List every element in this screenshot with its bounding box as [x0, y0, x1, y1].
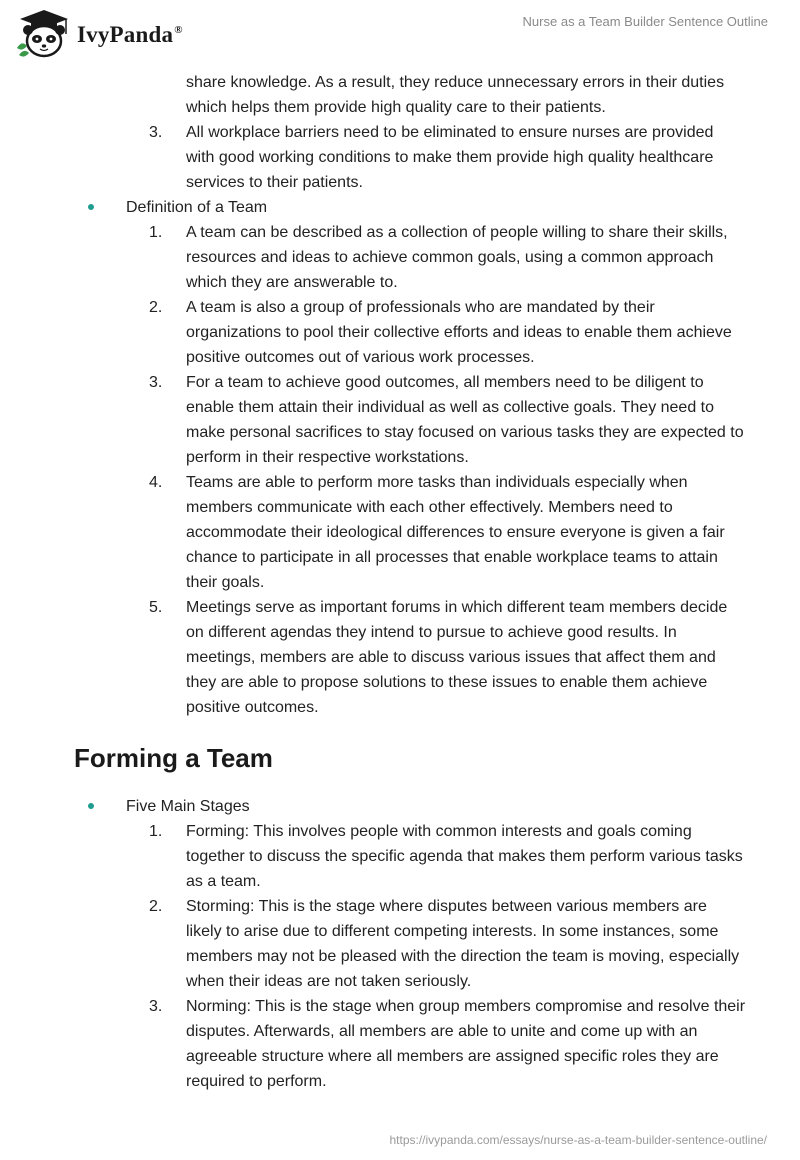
page-header: [0, 0, 800, 64]
list-item-text: Storming: This is the stage where disputes between various members are likely to arise due to different competing interests. In some instances, some members may not be pleased with the direction the team is moving, especially when their ideas are not taken seriously.: [186, 898, 740, 990]
list-item-text: Teams are able to perform more tasks than individuals especially when members communicate with each other effectively. Members need to accommodate their ideological differences to ensure everyone is given a fair chance to participate in all processes that enable workplace teams to attain their goals.: [186, 474, 725, 591]
list-item: [149, 595, 746, 720]
list-item-text: For a team to achieve good outcomes, all members need to be diligent to enable them attain their individual as well as collective goals. They need to make personal sacrifices to stay focused on various tasks they are expected to perform in their respective workstations.: [186, 374, 744, 466]
list-item-text: All workplace barriers need to be eliminated to ensure nurses are provided with good working conditions to make them provide high quality healthcare services to their patients.: [186, 124, 714, 191]
list-number: 1.: [149, 224, 163, 241]
bullet-label: Five Main Stages: [126, 798, 250, 815]
section-heading: Forming a Team: [74, 743, 273, 773]
bullet-five-main-stages: [126, 794, 726, 819]
list-number: 2.: [149, 299, 163, 316]
list-item: [149, 470, 746, 595]
document-body: [0, 70, 800, 1094]
list-number: 1.: [149, 823, 163, 840]
brand-logo[interactable]: [14, 8, 183, 58]
list-item: [149, 994, 746, 1094]
continued-paragraph: share knowledge. As a result, they reduce unnecessary errors in their duties which helps them provide high quality care to their patients.: [186, 74, 725, 116]
list-item-text: Norming: This is the stage when group members compromise and resolve their disputes. Afterwards, all members are able to unite and come up with an agreeable structure where all members are assigned specific roles they are required to perform.: [186, 998, 746, 1090]
list-item: [149, 370, 746, 470]
source-url-link[interactable]: https://ivypanda.com/essays/nurse-as-a-team-builder-sentence-outline/: [389, 1133, 767, 1147]
list-number: 4.: [149, 474, 163, 491]
list-item: [149, 220, 746, 295]
list-number: 2.: [149, 898, 163, 915]
bullet-dot-icon: [88, 803, 94, 809]
list-item-text: A team is also a group of professionals who are mandated by their organizations to pool their collective efforts and ideas to enable them achieve positive outcomes out of various work processes.: [186, 299, 732, 366]
list-item: [149, 819, 746, 894]
bullet-label: Definition of a Team: [126, 199, 268, 216]
list-number: 3.: [149, 124, 163, 141]
bullet-dot-icon: [88, 204, 94, 210]
bullet-definition-of-team: [126, 195, 726, 220]
list-item: [149, 120, 746, 195]
list-item-text: Meetings serve as important forums in which different team members decide on different agendas they intend to pursue to achieve good results. In meetings, members are able to discuss various issues that affect them and they are able to propose solutions to these issues to enable them achieve positive outcomes.: [186, 599, 728, 716]
list-number: 3.: [149, 998, 163, 1015]
brand-name: IvyPanda®: [77, 22, 183, 47]
list-item-text: A team can be described as a collection of people willing to share their skills, resources and ideas to achieve common goals, using a common approach which they are answerable to.: [186, 224, 728, 291]
list-number: 3.: [149, 374, 163, 391]
list-item: [149, 295, 746, 370]
list-item-text: Forming: This involves people with common interests and goals coming together to discuss the specific agenda that makes them perform various tasks as a team.: [186, 823, 743, 890]
document-title: Nurse as a Team Builder Sentence Outline: [522, 14, 768, 29]
list-number: 5.: [149, 599, 163, 616]
panda-graduate-icon: [14, 8, 74, 58]
list-item: [149, 894, 746, 994]
